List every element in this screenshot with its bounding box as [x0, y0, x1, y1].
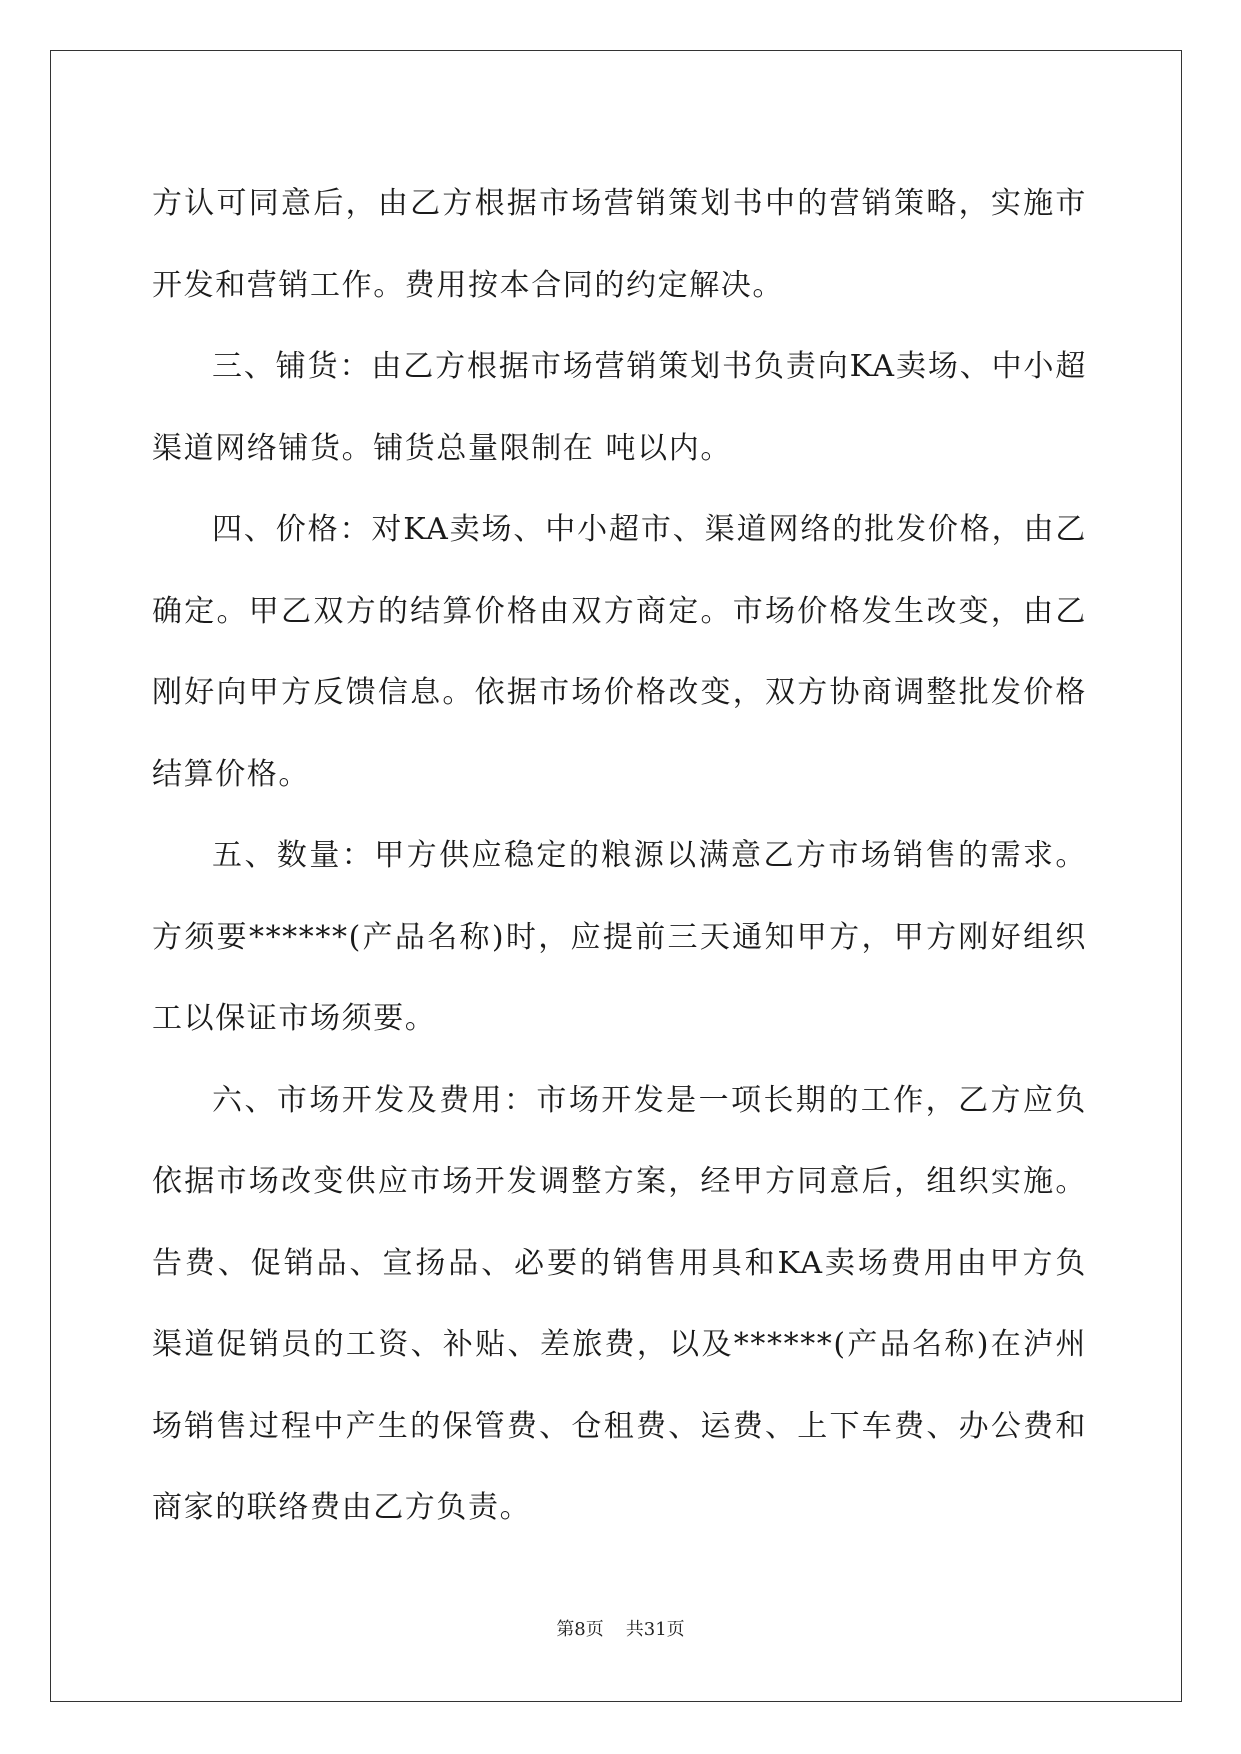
- text-line-10: 方须要******(产品名称)时，应提前三天通知甲方，甲方刚好组织: [152, 919, 1087, 955]
- page-footer: [0, 1615, 1241, 1641]
- page-number: 第8页: [556, 1619, 604, 1640]
- page-total: 共31页: [625, 1619, 685, 1640]
- text-line-13: 依据市场改变供应市场开发调整方案，经甲方同意后，组织实施。: [152, 1164, 1087, 1199]
- text-line-6: 确定。甲乙双方的结算价格由双方商定。市场价格发生改变，由乙: [152, 593, 1087, 629]
- text-line-2: 开发和营销工作。费用按本合同的约定解决。: [152, 267, 784, 303]
- text-line-4: 渠道网络铺货。铺货总量限制在 吨以内。: [152, 430, 732, 466]
- text-line-7: 刚好向甲方反馈信息。依据市场价格改变，双方协商调整批发价格: [152, 675, 1087, 710]
- text-line-16: 场销售过程中产生的保管费、仓租费、运费、上下车费、办公费和: [152, 1408, 1087, 1444]
- document-body: [152, 163, 1087, 1549]
- text-line-11: 工以保证市场须要。: [152, 1001, 437, 1036]
- paragraph-3-start: 三、铺货：由乙方根据市场营销策划书负责向KA卖场、中小超: [212, 349, 1087, 384]
- text-line-1: 方认可同意后，由乙方根据市场营销策划书中的营销策略，实施市: [152, 186, 1087, 221]
- text-line-15: 渠道促销员的工资、补贴、差旅费，以及******(产品名称)在泸州: [152, 1327, 1087, 1362]
- text-line-14: 告费、促销品、宣扬品、必要的销售用具和KA卖场费用由甲方负: [152, 1245, 1087, 1281]
- paragraph-4-start: 四、价格：对KA卖场、中小超市、渠道网络的批发价格，由乙: [212, 512, 1087, 547]
- text-line-17: 商家的联络费由乙方负责。: [152, 1490, 532, 1525]
- paragraph-5-start: 五、数量：甲方供应稳定的粮源以满意乙方市场销售的需求。: [212, 838, 1087, 873]
- text-line-8: 结算价格。: [152, 756, 310, 792]
- paragraph-6-start: 六、市场开发及费用：市场开发是一项长期的工作，乙方应负: [212, 1082, 1087, 1118]
